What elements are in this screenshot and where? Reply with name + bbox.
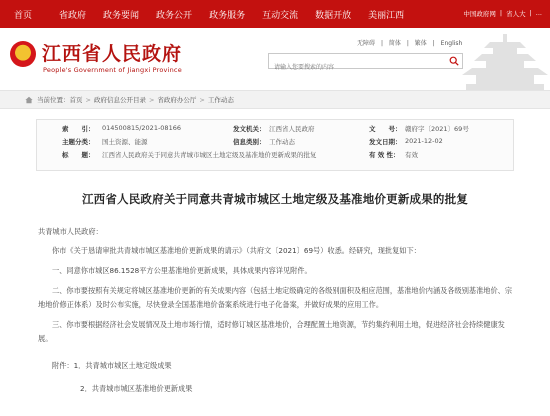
attachment-item: 附件：1．共青城市城区土地定级成果 — [52, 361, 172, 370]
separator: | — [499, 9, 503, 17]
site-title[interactable]: 江西省人民政府 — [42, 43, 183, 65]
nav-item-interaction[interactable]: 互动交流 — [262, 10, 299, 21]
separator: | — [529, 9, 532, 17]
topic-value: 国土资源、能源 — [102, 138, 148, 146]
info-category-value: 工作动态 — [269, 138, 295, 146]
metadata-row — [37, 124, 513, 137]
index-label: 索 引： — [62, 125, 95, 133]
tengwang-pavilion-illustration — [460, 28, 550, 90]
document-paragraph: 三、你市要根据经济社会发展情况及土地市场行情，适时修订城区基准地价，合理配置土地资源，节约集约利用土地，促进经济社会持续健康发展。 — [38, 320, 505, 343]
document-addressee: 共青城市人民政府： — [38, 227, 103, 236]
breadcrumb-disclosure-catalog[interactable]: 政府信息公开目录 — [93, 96, 146, 104]
separator: | — [380, 40, 383, 47]
link-central-government[interactable]: 中国政府网 — [463, 10, 496, 18]
breadcrumb-work-news[interactable]: 工作动态 — [207, 96, 234, 104]
date-value: 2021-12-02 — [405, 137, 443, 145]
top-navigation-bar — [0, 0, 550, 28]
search-icon[interactable] — [449, 56, 459, 66]
nav-item-government-affairs-disclosure[interactable]: 政务公开 — [156, 10, 193, 21]
date-label: 发文日期： — [369, 138, 402, 146]
validity-value: 有效 — [405, 151, 418, 159]
national-emblem-icon — [10, 41, 36, 67]
top-right-links — [463, 9, 542, 18]
attachments-list — [38, 359, 512, 396]
link-provincial-congress[interactable]: 省人大 — [506, 10, 526, 18]
index-value: 014500815/2021-08166 — [102, 124, 181, 132]
site-subtitle: People's Government of Jiangxi Province — [43, 66, 182, 74]
docno-label: 文 号： — [369, 125, 402, 133]
breadcrumb-label: 当前位置： — [37, 96, 70, 104]
title-value: 江西省人民政府关于同意共青城市城区土地定级及基准地价更新成果的批复 — [102, 151, 317, 159]
nav-item-home[interactable]: 首页 — [14, 10, 33, 21]
english-link[interactable]: English — [440, 40, 463, 47]
separator: | — [432, 40, 435, 47]
document-metadata-table — [36, 119, 514, 171]
breadcrumb-general-office[interactable]: 省政府办公厅 — [157, 96, 197, 104]
issuer-value: 江西省人民政府 — [269, 125, 315, 133]
traditional-chinese-link[interactable]: 繁体 — [414, 40, 427, 47]
info-category-label: 信息类别： — [233, 138, 266, 146]
home-icon — [25, 96, 33, 104]
breadcrumb-separator: > — [85, 95, 91, 104]
document-paragraph: 一、同意你市城区86.1528平方公里基准地价更新成果，具体成果内容详见附件。 — [52, 266, 312, 275]
nav-item-government-news[interactable]: 政务要闻 — [103, 10, 140, 21]
search-box — [268, 53, 463, 69]
nav-item-provincial-government[interactable]: 省政府 — [59, 10, 87, 21]
breadcrumb-home[interactable]: 首页 — [69, 96, 83, 104]
nav-item-beautiful-jiangxi[interactable]: 美丽江西 — [368, 10, 405, 21]
simplified-chinese-link[interactable]: 简体 — [388, 40, 401, 47]
topic-label: 主题分类： — [62, 138, 95, 146]
breadcrumb — [0, 90, 550, 109]
more-links[interactable]: ... — [535, 9, 542, 17]
issuer-label: 发文机关： — [233, 125, 266, 133]
title-label: 标 题： — [62, 151, 95, 159]
search-input[interactable] — [269, 61, 444, 75]
metadata-row — [37, 150, 513, 163]
document-paragraph: 二、你市要按照有关规定将城区基准地价更新的有关成果内容（包括土地定级确定的各级别面积及相应范围，基准地价内涵及各级别基准地价、宗地地价修正体系）及时公布实施，尽快登录全国基准地价备案系统进行电子化备案，并做好成果的应用工作。 — [38, 286, 513, 309]
document-paragraph: 你市《关于恳请审批共青城市城区基准地价更新成果的请示》（共府文〔2021〕69号）收悉。经研究，现批复如下： — [52, 246, 421, 255]
attachment-item: 2．共青城市城区基准地价更新成果 — [80, 384, 193, 393]
docno-value: 赣府字〔2021〕69号 — [405, 125, 469, 133]
breadcrumb-separator: > — [199, 95, 205, 104]
site-header — [0, 28, 550, 90]
document-body — [38, 225, 512, 396]
separator: | — [406, 40, 409, 47]
document-title: 江西省人民政府关于同意共青城市城区土地定级及基准地价更新成果的批复 — [81, 192, 469, 206]
nav-item-open-data[interactable]: 数据开放 — [315, 10, 352, 21]
nav-item-government-services[interactable]: 政务服务 — [209, 10, 246, 21]
accessibility-link[interactable]: 无障碍 — [357, 40, 376, 47]
breadcrumb-separator: > — [148, 95, 155, 104]
validity-label: 有 效 性： — [369, 151, 400, 159]
metadata-row — [37, 137, 513, 150]
quick-links — [357, 38, 466, 47]
